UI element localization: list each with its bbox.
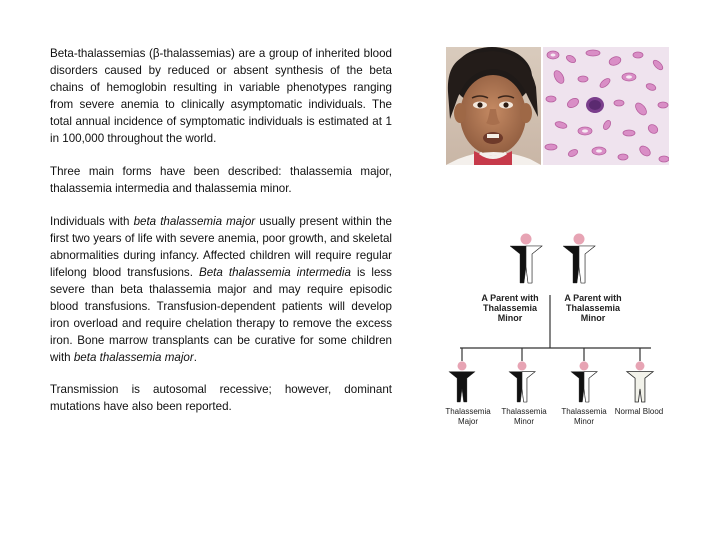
- patient-photo: [446, 47, 541, 165]
- paragraph-intro: [50, 46, 392, 147]
- text-segment: Individuals with: [50, 215, 134, 229]
- text-segment: usually present within the first two years of life with severe anemia, poor growth, and skeletal abnormalities during infancy. Affected children will require regular lifelong blood transfusions.: [50, 215, 392, 279]
- child-figure-3: [571, 361, 597, 402]
- paragraph-clinical: [50, 214, 392, 366]
- blood-smear-photo: [543, 47, 669, 165]
- parent-figure-2: [563, 234, 595, 284]
- child-label-1: Thalassemia Major: [445, 407, 491, 426]
- text-segment: Three main forms have been described: thalassemia major, thalassemia intermedia and thalassemia minor.: [50, 165, 392, 196]
- text-segment: .: [193, 350, 197, 364]
- child-label-4: Normal Blood: [614, 407, 664, 416]
- pedigree-figures: [440, 225, 670, 435]
- paragraph-forms: [50, 164, 392, 198]
- child-figure-1: [449, 361, 475, 402]
- parent-figure-1: [510, 234, 542, 284]
- parent-label-2: A Parent with Thalassemia Minor: [564, 293, 622, 323]
- text-segment: Beta-thalassemias (β-thalassemias) are a group of inherited blood disorders caused by reduced or absent synthesis of the beta chains of hemoglobin resulting in variable phenotypes ranging from severe anemia to clinically asymptomatic individuals. The total annual incidence of symptomatic individuals is estimated at 1 in 100,000 throughout the world.: [50, 47, 392, 145]
- child-label-2: Thalassemia Minor: [501, 407, 547, 426]
- text-segment: Transmission is autosomal recessive; however, dominant mutations have also been reported.: [50, 383, 392, 414]
- child-figure-4: [627, 361, 653, 402]
- text-column: [50, 46, 392, 433]
- parent-label-1: A Parent with Thalassemia Minor: [481, 293, 539, 323]
- text-segment: is less severe than beta thalassemia major and may require episodic blood transfusions. Transfusion-dependent patients will develop iron overload and require chelation therapy to remove the excess iron. Bone marrow transplants can be curative for some children with: [50, 265, 392, 364]
- child-label-3: Thalassemia Minor: [561, 407, 607, 426]
- text-segment: Beta thalassemia intermedia: [198, 265, 351, 279]
- text-segment: beta thalassemia major: [133, 215, 256, 229]
- inheritance-pedigree: [440, 225, 670, 435]
- text-segment: beta thalassemia major: [73, 350, 194, 364]
- paragraph-transmission: [50, 382, 392, 416]
- child-figure-2: [509, 361, 535, 402]
